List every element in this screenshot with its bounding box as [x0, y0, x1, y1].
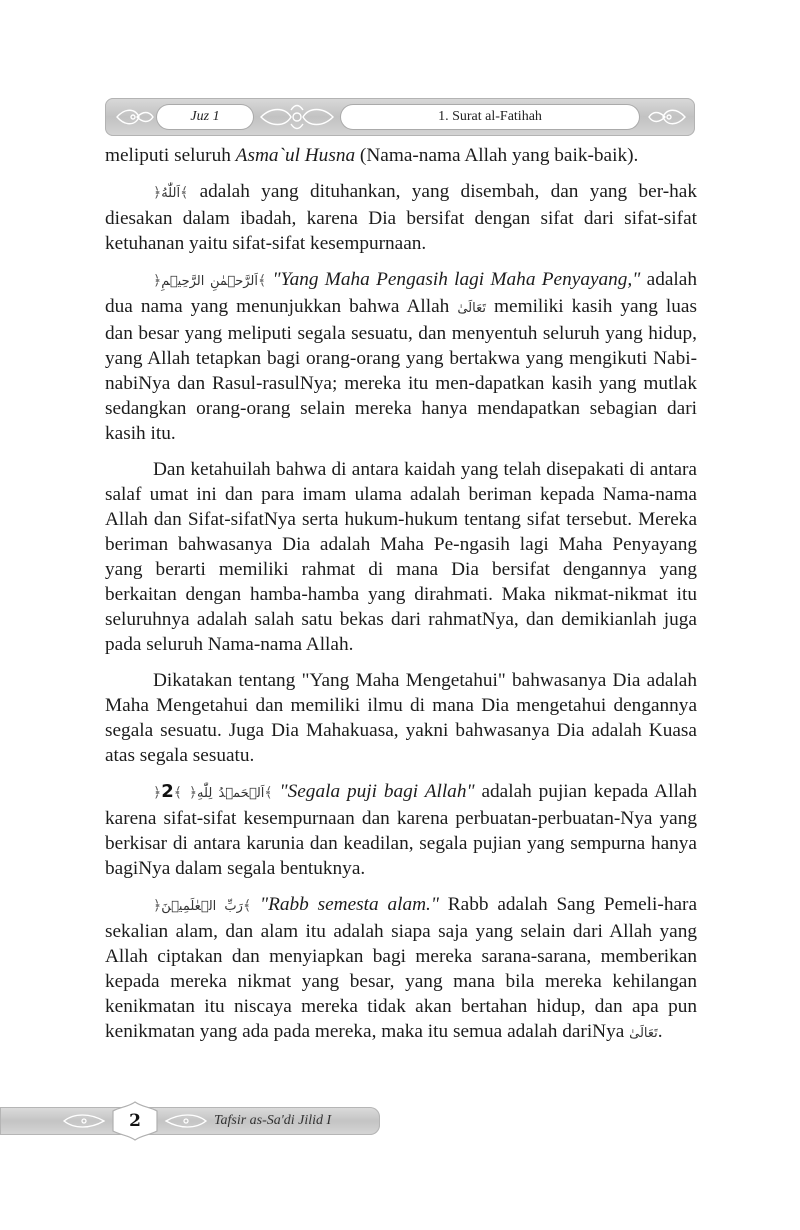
paragraph: Dikatakan tentang "Yang Maha Mengetahui" bahwasanya Dia adalah Maha Mengetahui dan memiliki ilmu di mana Dia mengetahui dengannya segala sesuatu. Juga Dia Mahakuasa, yakni bahwasanya Dia adalah Kuasa atas segala sesuatu. [105, 670, 697, 766]
arabic-term: اَلرَّحۡمٰنِ الرَّحِيۡمِ [161, 274, 258, 289]
book-title: Tafsir as-Sa'di Jilid I [214, 1113, 332, 1128]
arabic-term: اَلۡحَمۡدُ لِلّٰهِ [197, 786, 265, 801]
surah-title: 1. Surat al-Fatihah [341, 105, 639, 129]
paragraph: ﴿اَللّٰهُ﴾ adalah yang dituhankan, yang disembah, dan yang ber-hak diesakan dalam ibadah, karena Dia bersifat dengan sifat dari sifat-sifat ketuhanan yaitu sifat-sifat kesempurnaan. [105, 181, 697, 254]
floral-ornament-icon [160, 1107, 210, 1135]
paragraph: ﴿2﴾ ﴿اَلۡحَمۡدُ لِلّٰهِ﴾ "Segala puji bagi Allah" adalah pujian kepada Allah karena sifat-sifat kesempurnaan dan karena perbuatan-perbuatan-Nya yang berkisar di antara karunia dan keadilan, segala pujian yang sempurna hanya bagiNya dalam segala bentuknya. [105, 781, 698, 879]
paragraph: Dan ketahuilah bahwa di antara kaidah yang telah disepakati di antara salaf umat ini dan para imam ulama adalah beriman kepada Nama-nama Allah dan Sifat-sifatNya serta hukum-hukum tentang sifat tersebut. Mereka beriman bahwasanya Dia adalah Maha Pe-ngasih lagi Maha Penyayang yang berarti memiliki rahmat di mana Dia bersifat dengannya yang berkaitan dengan hamba-hamba yang dirahmati. Maka nikmat-nikmat itu seluruhnya adalah salah satu bekas dari rahmatNya, dan demikianlah juga pada seluruh Nama-nama Allah. [105, 459, 697, 655]
arabic-honorific: تَعَالَىٰ [457, 301, 486, 316]
page-number-badge [112, 1101, 158, 1141]
arabic-term: اَللّٰهُ [161, 186, 181, 201]
page-body [105, 143, 697, 1057]
arabic-honorific: تَعَالَىٰ [629, 1026, 658, 1041]
floral-ornament-icon [113, 98, 157, 136]
floral-ornament-icon [645, 98, 689, 136]
floral-ornament-icon [255, 98, 339, 136]
paragraph: ﴿اَلرَّحۡمٰنِ الرَّحِيۡمِ﴾ "Yang Maha Pengasih lagi Maha Penyayang," adalah dua nama yang menunjukkan bahwa Allah تَعَالَىٰ memiliki kasih yang luas dan besar yang meliputi segala sesuatu, dan menyentuh seluruh yang hidup, yang Allah tetapkan bagi orang-orang yang bertakwa yang mengikuti Nabi-nabiNya dan Rasul-rasulNya; mereka itu men-dapatkan kasih yang mutlak sedangkan orang-orang selain mereka hanya mendapatkan sebagian dari kasih itu. [105, 269, 697, 444]
floral-ornament-icon [60, 1107, 110, 1135]
running-footer [0, 1107, 380, 1135]
running-header [105, 98, 695, 136]
juz-label: Juz 1 [157, 105, 253, 129]
paragraph: ﴿رَبِّ الۡعٰلَمِيۡنَ﴾ "Rabb semesta alam." Rabb adalah Sang Pemeli-hara sekalian alam, dan alam itu adalah siapa saja yang selain dari Allah yang Allah ciptakan dan menyiapkan bagi mereka sarana-sarana, memberikan kepada mereka nikmat yang besar, yang mana bila mereka kehilangan kenikmatan itu niscaya mereka tidak akan bertahan hidup, dan apa pun kenikmatan yang ada pada mereka, maka itu semua adalah dariNya تَعَالَىٰ. [105, 894, 697, 1042]
paragraph: meliputi seluruh Asma`ul Husna (Nama-nama Allah yang baik-baik). [105, 145, 639, 166]
arabic-term: رَبِّ الۡعٰلَمِيۡنَ [161, 899, 243, 914]
page-number: 2 [129, 1111, 141, 1131]
verse-number: 2 [161, 781, 174, 802]
